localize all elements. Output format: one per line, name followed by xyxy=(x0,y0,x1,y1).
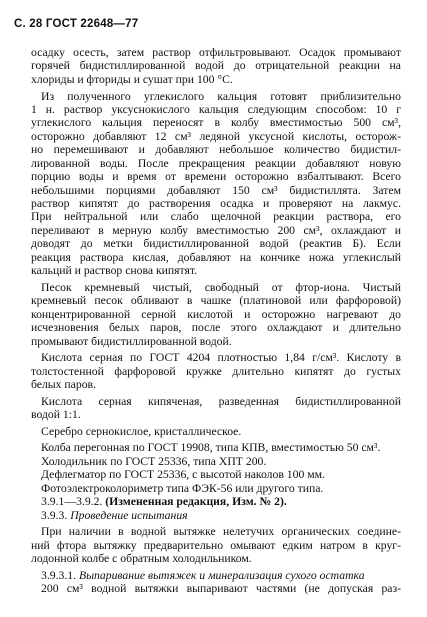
text-line: переливают в мерную колбу вместимостью 200 см³, охлаждают и xyxy=(31,223,401,237)
paragraph xyxy=(31,425,401,438)
paragraph xyxy=(31,281,401,348)
paragraph xyxy=(31,525,401,565)
text-line: Кислота серная кипяченая, разведенная бидистиллированной xyxy=(41,394,401,408)
paragraph xyxy=(31,395,401,422)
text-line: При нейтральной или слабо щелочной реакции раствора, его xyxy=(31,210,401,224)
amendment-line xyxy=(31,495,401,508)
text-line: Фотоэлектроколориметр типа ФЭК-56 или другого типа. xyxy=(41,481,324,495)
text-line: толстостенной фарфоровой кружке длительно кипятят до густых xyxy=(31,364,401,378)
text-line: Дефлегматор по ГОСТ 25336, с высотой наколов 100 мм. xyxy=(41,468,325,482)
text-line: концентрированной серной кислотой и осторожно нагревают до xyxy=(31,307,401,321)
text-line: лированной воды. После прекращения реакции добавляют новую xyxy=(31,156,401,170)
text-line: Холодильник по ГОСТ 25336, типа ХПТ 200. xyxy=(41,454,267,468)
text-line: реакция раствора кислая, добавляют на кончике ножа углекислый xyxy=(31,250,401,264)
text-line: осторожно добавляют 12 см³ ледяной уксусной кислоты, осторож- xyxy=(31,129,401,143)
text-line: При наличии в водной вытяжке нелетучих органических соедине- xyxy=(41,525,401,539)
text-line: 1 н. раствор уксуснокислого кальция следующим способом: 10 г xyxy=(31,102,401,116)
text-line: 200 см³ водной вытяжки выпаривают частями (не допуская раз- xyxy=(41,582,401,596)
text-line: кремневый песок обливают в чашке (платиновой или фарфоровой) xyxy=(31,294,401,308)
section-references xyxy=(31,495,401,522)
paragraph xyxy=(31,569,401,596)
text-line: Кислота серная по ГОСТ 4204 плотностью 1,84 г/см³. Кислоту в xyxy=(41,351,401,365)
text-line: горячей бидистиллированной водой до отрицательной реакции на xyxy=(31,59,401,73)
section-heading xyxy=(31,509,401,522)
text-line: но перемешивают и добавляют небольшое количество бидистил- xyxy=(31,143,401,157)
text-line: порцию воды и время от времени осторожно взбалтывают. Всего xyxy=(31,170,401,184)
text-line: Из полученного углекислого кальция готовят приблизительно xyxy=(41,89,401,103)
section-title: Проведение испытания xyxy=(70,508,188,522)
clause-number: 3.9.3.1. xyxy=(41,568,79,582)
paragraph xyxy=(31,46,401,86)
text-line: исчезновения белых паров, после этого охлаждают и длительно xyxy=(31,321,401,335)
page-header: С. 28 ГОСТ 22648—77 xyxy=(14,18,139,30)
text-line: Колба перегонная по ГОСТ 19908, типа КПВ, вместимостью 50 см³. xyxy=(41,441,381,455)
text-line: хлориды и фториды и сушат при 100 °С. xyxy=(31,72,233,86)
text-line: лодонной колбе с обратным холодильником. xyxy=(31,552,252,566)
clause-number: 3.9.3. xyxy=(41,508,71,522)
subsection-title: Выпаривание вытяжек и минерализация сухого остатка xyxy=(78,568,365,582)
text-line: водой 1:1. xyxy=(31,408,81,422)
text-line: углекислого кальция переносят в колбу вместимостью 500 см³, xyxy=(31,116,401,130)
subsection-heading xyxy=(31,569,401,582)
amendment-note: (Измененная редакция, Изм. № 2). xyxy=(105,495,287,509)
text-line: осадку осесть, затем раствор отфильтровывают. Осадок промывают xyxy=(31,46,401,59)
paragraph xyxy=(31,441,401,495)
text-line: раствор кипятят до растворения осадка и проверяют на лакмус. xyxy=(31,197,401,210)
clause-number: 3.9.1—3.9.2. xyxy=(41,495,106,509)
text-line: доводят до метки бидистиллированной водой (реактив Б). Если xyxy=(31,237,401,251)
text-line: белых паров. xyxy=(31,378,97,392)
text-line: кальций и раствор снова кипятят. xyxy=(31,264,197,278)
text-line: небольшими порциями добавляют 150 см³ бидистиллята. Затем xyxy=(31,183,401,197)
paragraph xyxy=(31,351,401,391)
document-body xyxy=(31,46,401,596)
paragraph xyxy=(31,90,401,278)
text-line: промывают бидистиллированной водой. xyxy=(31,334,232,348)
text-line: Песок кремневый чистый, свободный от фтор-иона. Чистый xyxy=(41,280,401,294)
text-line: Серебро сернокислое, кристаллическое. xyxy=(41,424,242,438)
text-line: ний фтора вытяжку предварительно омывают едким натром в круг- xyxy=(31,538,401,552)
